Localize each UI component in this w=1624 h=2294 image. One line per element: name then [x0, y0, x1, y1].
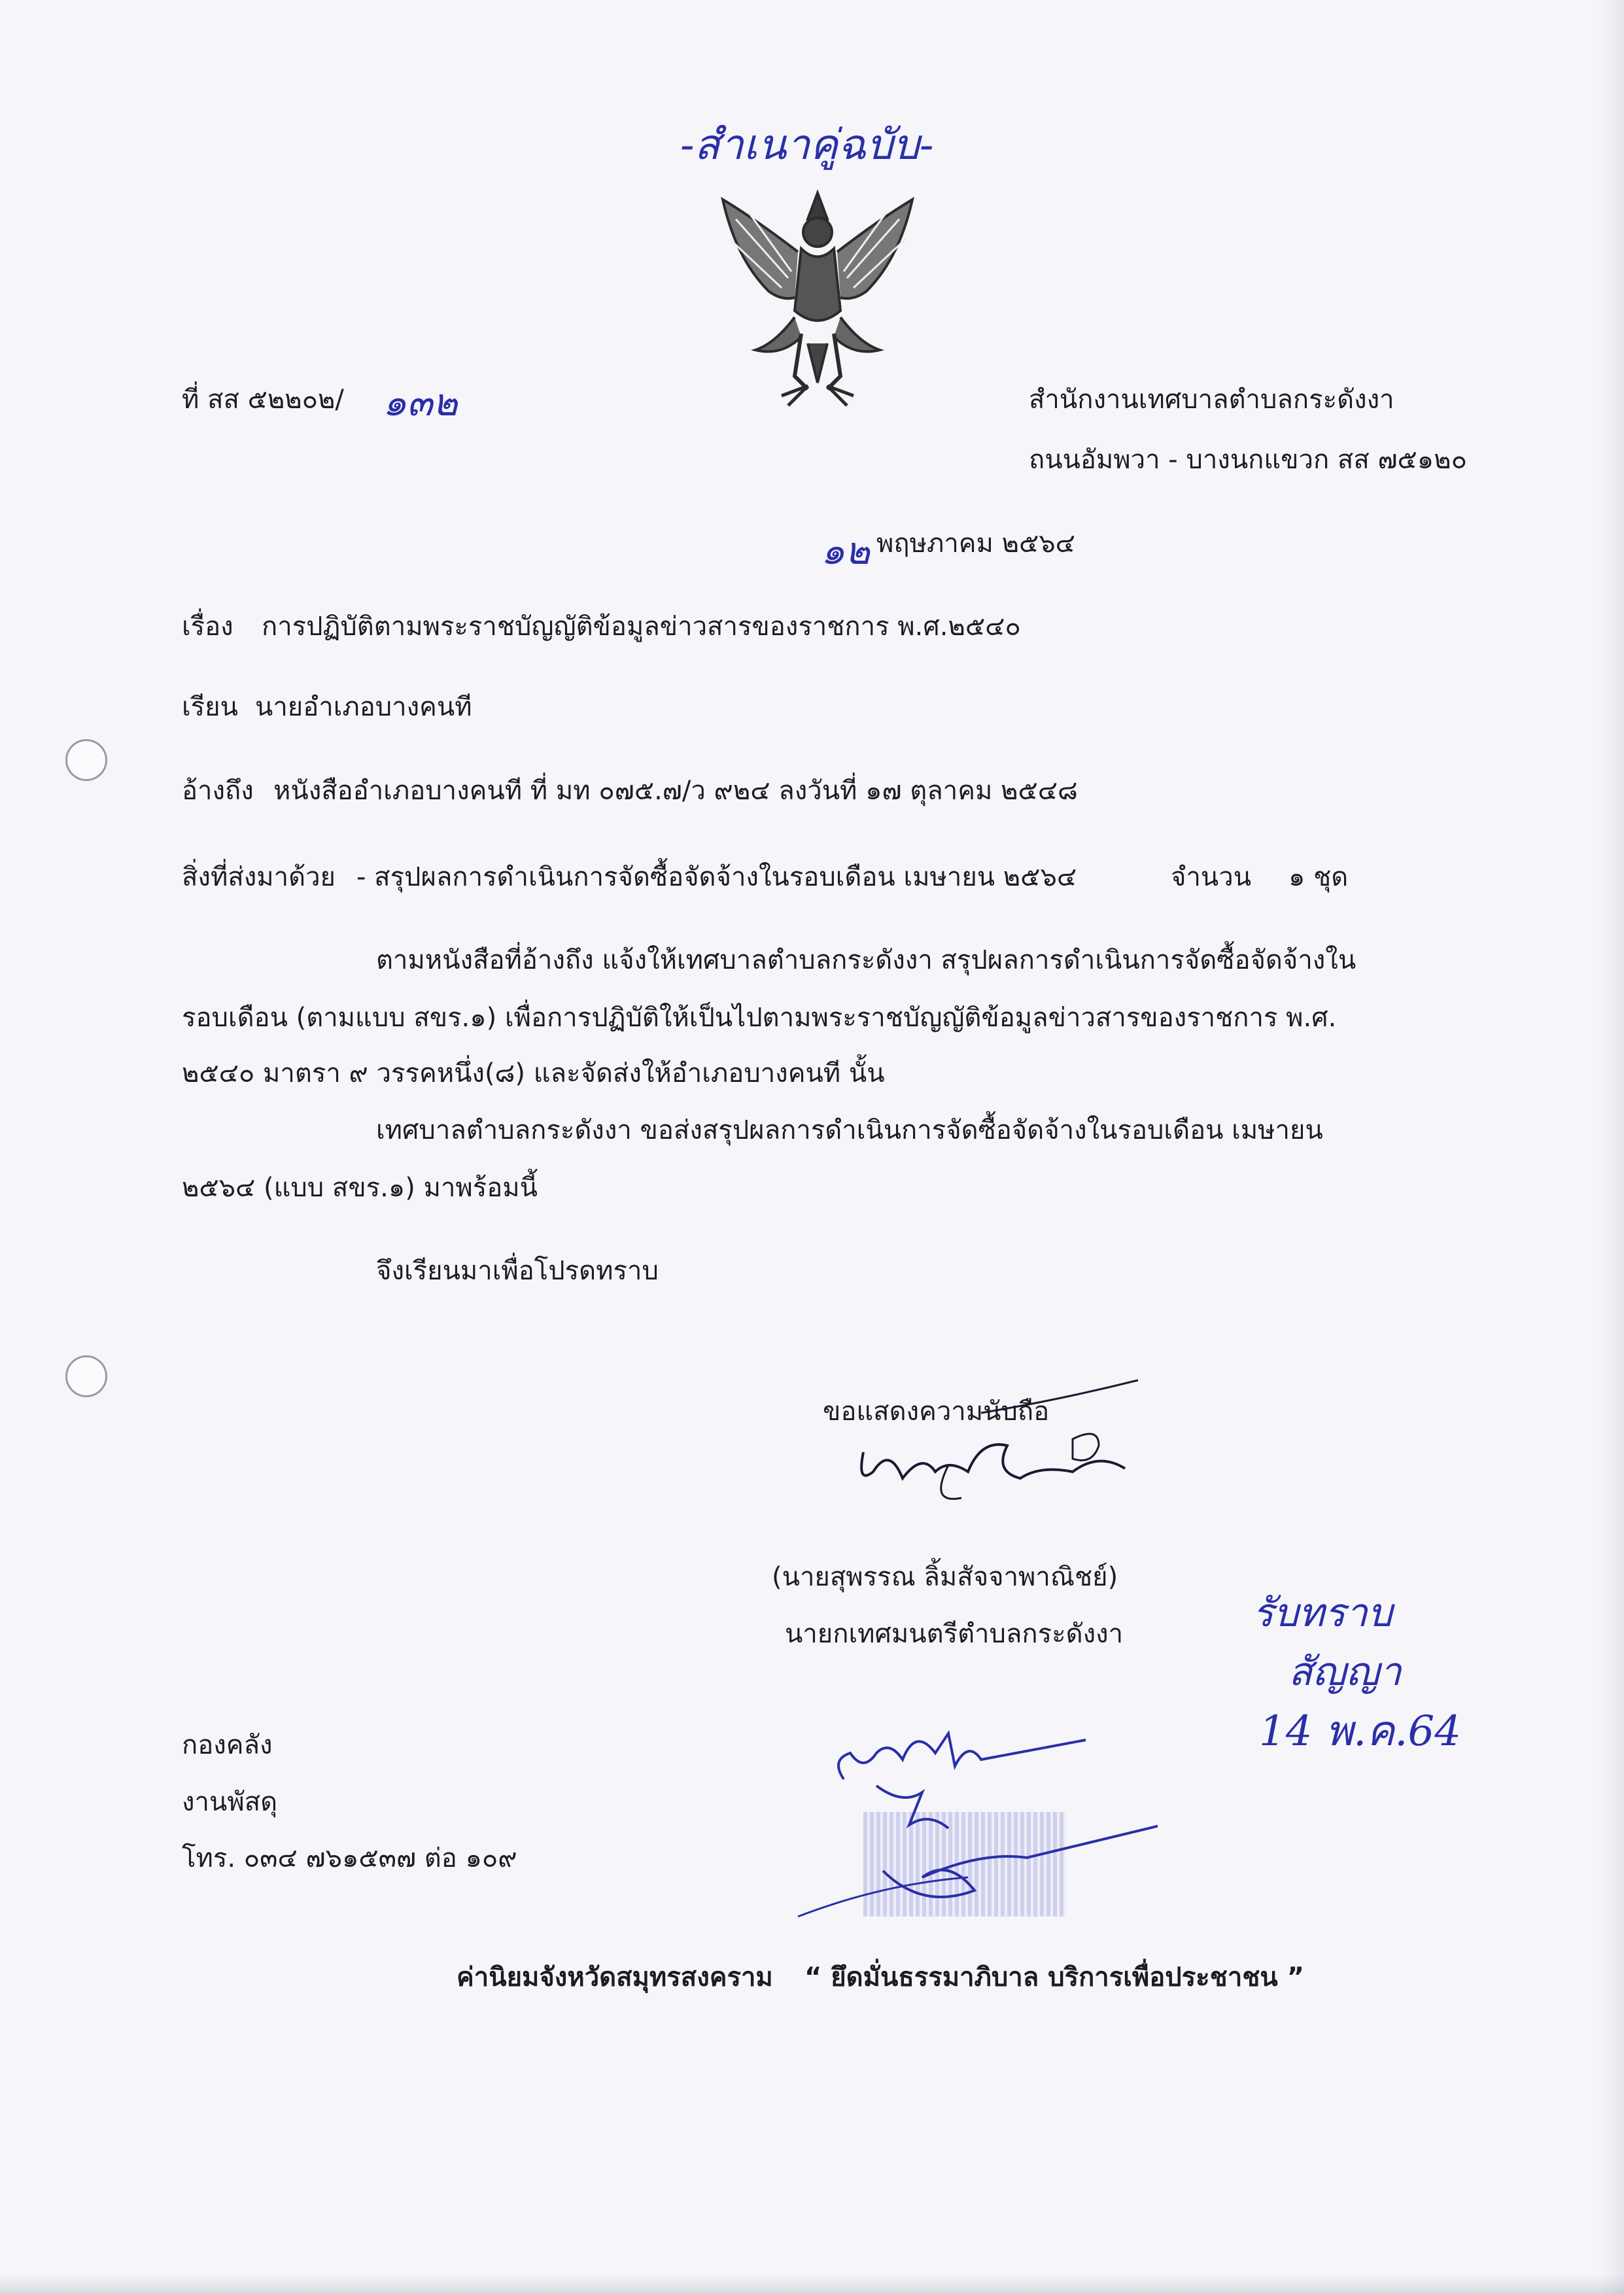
enclosure-qty: ๑ ชุด: [1288, 862, 1349, 892]
handwritten-ack-line-2: สัญญา: [1288, 1649, 1402, 1695]
body-paragraph-1-line-1: ตามหนังสือที่อ้างถึง แจ้งให้เทศบาลตำบลกระดังงา สรุปผลการดำเนินการจัดซื้อจัดจ้างใน: [376, 945, 1356, 975]
signatory-position: นายกเทศมนตรีตำบลกระดังงา: [785, 1619, 1124, 1649]
footer-department: กองคลัง: [182, 1730, 273, 1760]
handwritten-day: ๑๒: [821, 529, 871, 573]
subject-label: เรื่อง: [182, 612, 233, 642]
handwritten-ack-line-1: รับทราบ: [1253, 1590, 1392, 1636]
footer-phone: โทร. ๐๓๔ ๗๖๑๕๓๗ ต่อ ๑๐๙: [182, 1843, 517, 1873]
office-address: ถนนอัมพวา - บางนกแขวก สส ๗๕๑๒๐: [1029, 445, 1467, 475]
body-paragraph-2-line-2: ๒๕๖๔ (แบบ สขร.๑) มาพร้อมนี้: [182, 1173, 538, 1203]
paper-edge-shadow-right: [1598, 0, 1624, 2294]
footer-section: งานพัสดุ: [182, 1787, 278, 1817]
enclosure-qty-label: จำนวน: [1171, 862, 1252, 892]
reference-label: อ้างถึง: [182, 776, 254, 806]
enclosure-label: สิ่งที่ส่งมาด้วย: [182, 862, 336, 892]
signatory-name: (นายสุพรรณ ลิ้มสัจจาพาณิชย์): [772, 1562, 1118, 1592]
body-paragraph-2-line-1: เทศบาลตำบลกระดังงา ขอส่งสรุปผลการดำเนินการจัดซื้อจัดจ้างในรอบเดือน เมษายน: [376, 1115, 1323, 1145]
closing-line: จึงเรียนมาเพื่อโปรดทราบ: [376, 1256, 659, 1286]
body-paragraph-1-line-3: ๒๕๔๐ มาตรา ๙ วรรคหนึ่ง(๘) และจัดส่งให้อำเภอบางคนที นั้น: [182, 1058, 885, 1088]
subject-text: การปฏิบัติตามพระราชบัญญัติข้อมูลข่าวสารของราชการ พ.ศ.๒๕๔๐: [262, 612, 1021, 642]
handwritten-ref-number: ๑๓๒: [383, 380, 458, 425]
punch-hole-bottom: [65, 1355, 107, 1397]
signature-salutation: ขอแสดงความนับถือ: [823, 1397, 1050, 1427]
letter-date: พฤษภาคม ๒๕๖๔: [876, 529, 1075, 559]
reference-text: หนังสืออำเภอบางคนที ที่ มท ๐๗๕.๗/ว ๙๒๔ ลงวันที่ ๑๗ ตุลาคม ๒๕๔๘: [273, 776, 1078, 806]
paper-edge-shadow-bottom: [0, 2274, 1624, 2294]
province-motto: “ ยึดมั่นธรรมาภิบาล บริการเพื่อประชาชน ”: [804, 1962, 1304, 1992]
body-paragraph-1-line-2: รอบเดือน (ตามแบบ สขร.๑) เพื่อการปฏิบัติให้เป็นไปตามพระราชบัญญัติข้อมูลข่าวสารของราชการ พ.ศ.: [182, 1003, 1337, 1033]
handwritten-copy-note: -สำเนาคู่ฉบับ-: [680, 121, 934, 169]
punch-hole-top: [65, 739, 107, 781]
enclosure-text: - สรุปผลการดำเนินการจัดซื้อจัดจ้างในรอบเดือน เมษายน ๒๕๖๔: [356, 862, 1077, 892]
approval-initials: [752, 1714, 1158, 1943]
recipient-text: นายอำเภอบางคนที: [255, 692, 472, 722]
handwritten-ack-line-3: 14 พ.ค.64: [1259, 1707, 1461, 1756]
office-name: สำนักงานเทศบาลตำบลกระดังงา: [1029, 385, 1394, 415]
recipient-label: เรียน: [182, 692, 238, 722]
garuda-emblem-icon: [710, 180, 925, 415]
signature-mark: [733, 1374, 1190, 1518]
province-motto-label: ค่านิยมจังหวัดสมุทรสงคราม: [457, 1962, 773, 1992]
reference-number: ที่ สส ๕๒๒๐๒/: [182, 385, 344, 415]
